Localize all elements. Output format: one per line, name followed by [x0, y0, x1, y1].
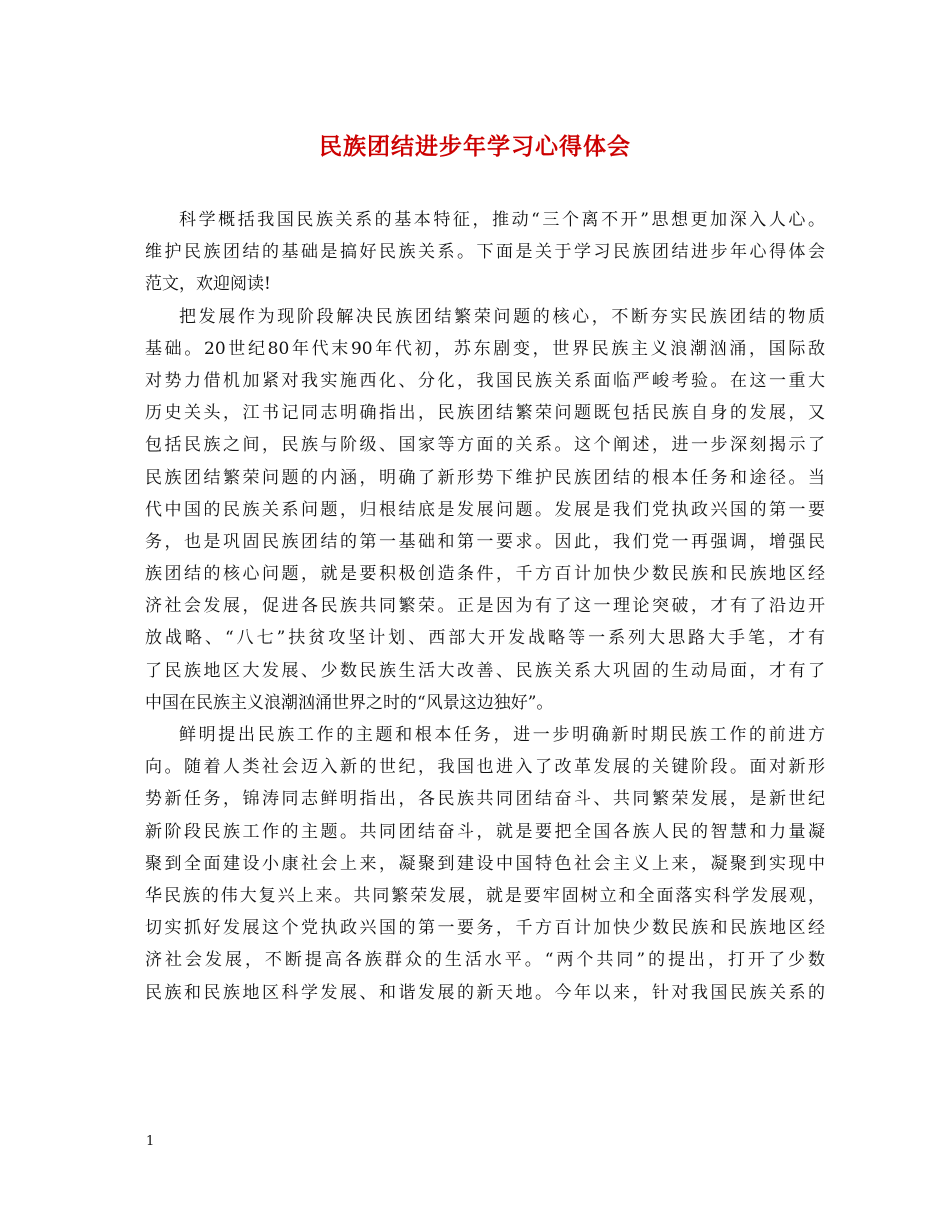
body-line: 中国在民族主义浪潮汹涌世界之时的“风景这边独好”。 — [145, 692, 554, 713]
body-line: 济社会发展，促进各民族共同繁荣。正是因为有了这一理论突破，才有了沿边开 — [145, 596, 825, 617]
body-line: 切实抓好发展这个党执政兴国的第一要务，千方百计加快少数民族和民族地区经 — [145, 918, 825, 939]
body-line: 历史关头，江书记同志明确指出，民族团结繁荣问题既包括民族自身的发展，又 — [145, 403, 825, 424]
document-body — [145, 204, 825, 1009]
body-line: 民族团结繁荣问题的内涵，明确了新形势下维护民族团结的根本任务和途径。当 — [145, 467, 825, 488]
body-line: 新阶段民族工作的主题。共同团结奋斗，就是要把全国各族人民的智慧和力量凝 — [145, 821, 825, 842]
body-line: 代中国的民族关系问题，归根结底是发展问题。发展是我们党执政兴国的第一要 — [145, 499, 825, 520]
body-line: 务，也是巩固民族团结的第一基础和第一要求。因此，我们党一再强调，增强民 — [145, 531, 825, 552]
body-line: 势新任务，锦涛同志鲜明指出，各民族共同团结奋斗、共同繁荣发展，是新世纪 — [145, 789, 825, 810]
body-line: 了民族地区大发展、少数民族生活大改善、民族关系大巩固的生动局面，才有了 — [145, 660, 825, 681]
body-line: 基础。20世纪80年代末90年代初，苏东剧变，世界民族主义浪潮汹涌，国际敌 — [145, 338, 825, 359]
body-line: 科学概括我国民族关系的基本特征，推动“三个离不开”思想更加深入人心。 — [179, 210, 825, 230]
body-line: 民族和民族地区科学发展、和谐发展的新天地。今年以来，针对我国民族关系的 — [145, 982, 825, 1003]
body-line: 向。随着人类社会迈入新的世纪，我国也进入了改革发展的关键阶段。面对新形 — [145, 757, 825, 778]
body-line: 范文，欢迎阅读! — [145, 274, 271, 295]
body-line: 华民族的伟大复兴上来。共同繁荣发展，就是要牢固树立和全面落实科学发展观， — [145, 885, 825, 906]
document-title: 民族团结进步年学习心得体会 — [319, 133, 631, 160]
body-line: 聚到全面建设小康社会上来，凝聚到建设中国特色社会主义上来，凝聚到实现中 — [145, 853, 825, 874]
body-line: 对势力借机加紧对我实施西化、分化，我国民族关系面临严峻考验。在这一重大 — [145, 370, 825, 391]
body-line: 放战略、“八七”扶贫攻坚计划、西部大开发战略等一系列大思路大手笔，才有 — [145, 628, 825, 649]
page-number: 1 — [146, 1134, 155, 1149]
body-line: 维护民族团结的基础是搞好民族关系。下面是关于学习民族团结进步年心得体会 — [145, 242, 825, 263]
body-line: 把发展作为现阶段解决民族团结繁荣问题的核心，不断夯实民族团结的物质 — [179, 306, 825, 327]
body-line: 鲜明提出民族工作的主题和根本任务，进一步明确新时期民族工作的前进方 — [179, 725, 825, 745]
body-line: 包括民族之间，民族与阶级、国家等方面的关系。这个阐述，进一步深刻揭示了 — [145, 435, 825, 456]
body-line: 济社会发展，不断提高各族群众的生活水平。“两个共同”的提出，打开了少数 — [145, 950, 825, 971]
body-line: 族团结的核心问题，就是要积极创造条件，千方百计加快少数民族和民族地区经 — [145, 564, 825, 585]
